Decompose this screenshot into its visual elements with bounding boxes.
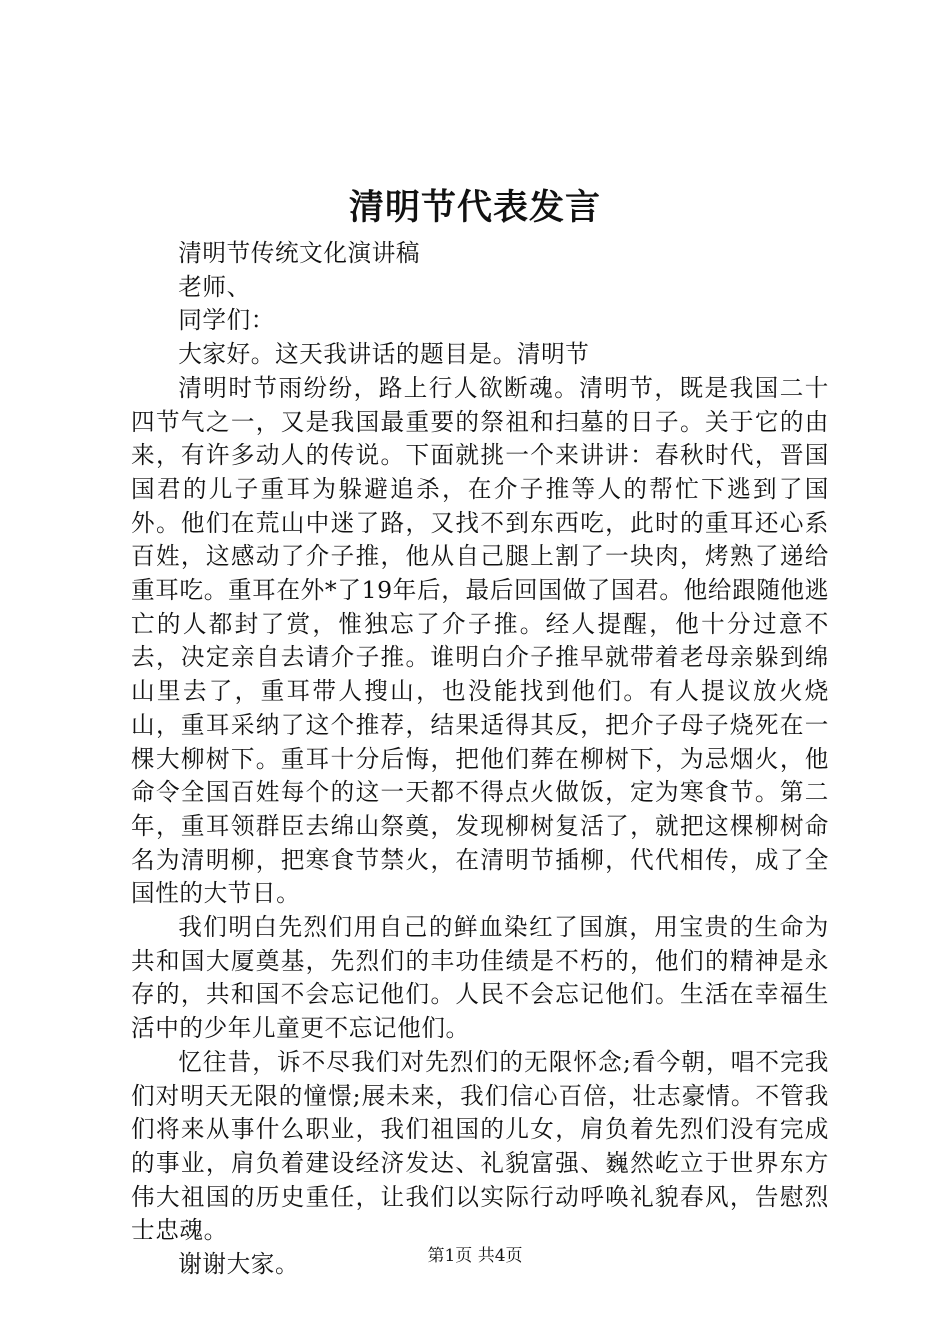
paragraph-salutation-students: 同学们：	[178, 306, 275, 335]
page-number-footer: 第1页 共4页	[427, 1246, 523, 1266]
paragraph-future: 忆往昔，诉不尽我们对先烈们的无限怀念;看今朝，唱不完我们对明天无限的憧憬;展未来，我们信心百倍，壮志豪情。不管我们将来从事什么职业，我们祖国的儿女，肩负着先烈们没有完成的事业，肩负着建设经济发达、礼貌富强、巍然屹立于世界东方伟大祖国的历史重任，让我们以实际行动呼唤礼貌春风，告慰烈士忠魂。	[131, 1047, 829, 1245]
paragraph-thanks: 谢谢大家。	[178, 1250, 300, 1279]
paragraph-subtitle: 清明节传统文化演讲稿	[178, 239, 421, 267]
paragraph-martyrs: 我们明白先烈们用自己的鲜血染红了国旗，用宝贵的生命为共和国大厦奠基，先烈们的丰功佳绩是不朽的，他们的精神是永存的，共和国不会忘记他们。人民不会忘记他们。生活在幸福生活中的少年儿童更不忘记他们。	[131, 913, 829, 1043]
paragraph-story: 清明时节雨纷纷，路上行人欲断魂。清明节，既是我国二十四节气之一，又是我国最重要的祭祖和扫墓的日子。关于它的由来，有许多动人的传说。下面就挑一个来讲讲：春秋时代，晋国国君的儿子重耳为躲避追杀，在介子推等人的帮忙下逃到了国外。他们在荒山中迷了路，又找不到东西吃，此时的重耳还心系百姓，这感动了介子推，他从自己腿上割了一块肉，烤熟了递给重耳吃。重耳在外*了19年后，最后回国做了国君。他给跟随他逃亡的人都封了赏，惟独忘了介子推。经人提醒，他十分过意不去，决定亲自去请介子推。谁明白介子推早就带着老母亲躲到绵山里去了，重耳带人搜山，也没能找到他们。有人提议放火烧山，重耳采纳了这个推荐，结果适得其反，把介子母子烧死在一棵大柳树下。重耳十分后悔，把他们葬在柳树下，为忌烟火，他命令全国百姓每个的这一天都不得点火做饭，定为寒食节。第二年，重耳领群臣去绵山祭奠，发现柳树复活了，就把这棵柳树命名为清明柳，把寒食节禁火，在清明节插柳，代代相传，成了全国性的大节日。	[131, 373, 829, 908]
document-body	[131, 237, 829, 1282]
paragraph-greeting: 大家好。这天我讲话的题目是。清明节	[178, 340, 590, 369]
paragraph-salutation-teachers: 老师、	[178, 272, 251, 301]
page-title: 清明节代表发言	[348, 187, 601, 228]
